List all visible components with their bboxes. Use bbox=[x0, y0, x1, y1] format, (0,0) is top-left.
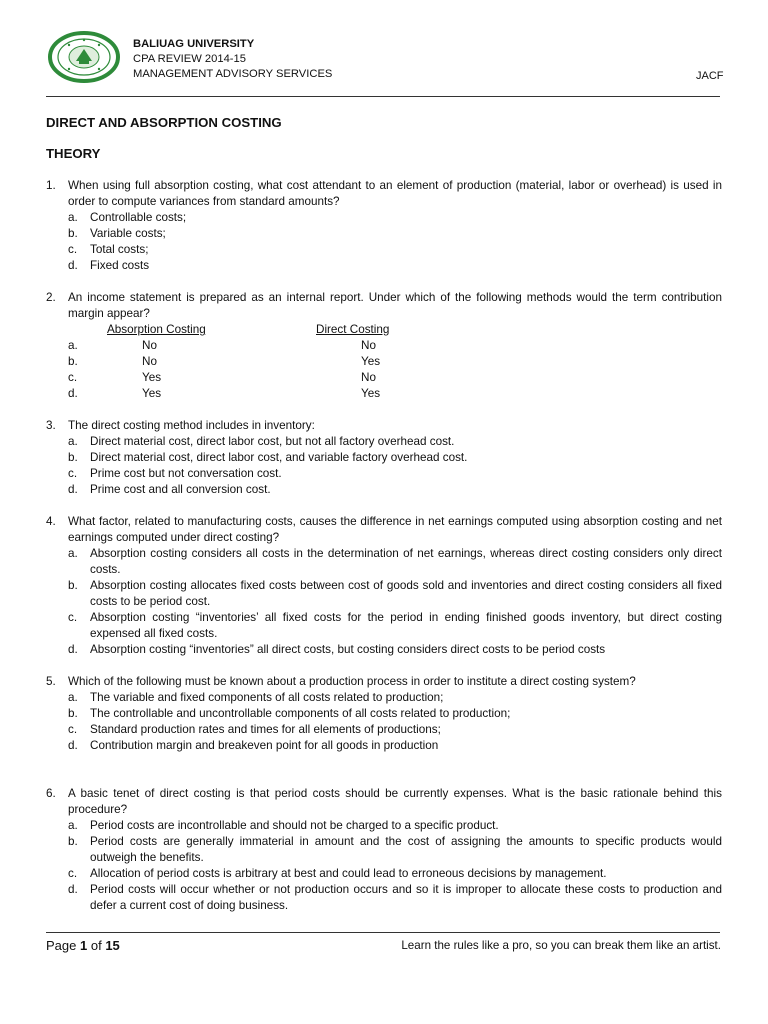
option-letter: b. bbox=[68, 227, 78, 240]
option-text: Prime cost but not conversation cost. bbox=[90, 467, 282, 480]
section-title: THEORY bbox=[46, 146, 101, 161]
option-text: Prime cost and all conversion cost. bbox=[90, 483, 271, 496]
option-a bbox=[68, 690, 722, 706]
option-letter: c. bbox=[68, 723, 78, 736]
question-6 bbox=[46, 786, 722, 914]
option-d bbox=[68, 882, 722, 914]
option-text: Absorption costing allocates fixed costs between cost of goods sold and inventories and direct costing considers all fixed costs to be period cost. bbox=[90, 579, 722, 608]
absorption-answer: No bbox=[142, 339, 157, 352]
answer-table bbox=[46, 322, 722, 402]
option-letter: a. bbox=[68, 691, 78, 704]
option-d bbox=[68, 738, 722, 754]
direct-answer: No bbox=[361, 371, 376, 384]
option-c bbox=[68, 722, 722, 738]
option-letter: d. bbox=[68, 643, 78, 656]
option-letter: a. bbox=[68, 819, 78, 832]
question-5 bbox=[46, 674, 722, 754]
option-c bbox=[68, 866, 722, 882]
option-d bbox=[68, 642, 722, 658]
option-letter: c. bbox=[68, 467, 78, 480]
page-label: Page bbox=[46, 938, 77, 953]
question-1 bbox=[46, 178, 722, 274]
option-letter: b. bbox=[68, 451, 78, 464]
page-number bbox=[46, 938, 120, 953]
option-text: The variable and fixed components of all costs related to production; bbox=[90, 691, 444, 704]
option-text: Controllable costs; bbox=[90, 211, 187, 224]
option-a bbox=[68, 818, 722, 834]
option-text: Standard production rates and times for all elements of productions; bbox=[90, 723, 441, 736]
option-letter: b. bbox=[68, 835, 78, 848]
table-row bbox=[46, 354, 722, 370]
direct-answer: No bbox=[361, 339, 376, 352]
absorption-answer: No bbox=[142, 355, 157, 368]
option-text: Absorption costing “inventories” all direct costs, but costing considers direct costs to be period costs bbox=[90, 643, 606, 656]
row-letter: c. bbox=[68, 371, 78, 384]
footer-divider bbox=[46, 932, 720, 933]
option-letter: d. bbox=[68, 483, 78, 496]
question-number: 3. bbox=[46, 419, 56, 432]
option-text: Variable costs; bbox=[90, 227, 166, 240]
current-page: 1 bbox=[80, 938, 88, 953]
option-text: Period costs are generally immaterial in amount and the cost of assigning the amounts to specific products would outweigh the benefits. bbox=[90, 835, 722, 864]
question-number: 5. bbox=[46, 675, 56, 688]
option-letter: a. bbox=[68, 211, 78, 224]
question-text: What factor, related to manufacturing costs, causes the difference in net earnings computed using absorption costing and net earnings computed under direct costing? bbox=[68, 515, 722, 544]
option-letter: c. bbox=[68, 611, 78, 624]
option-text: Direct material cost, direct labor cost, and variable factory overhead cost. bbox=[90, 451, 468, 464]
question-number: 6. bbox=[46, 787, 56, 800]
table-row bbox=[46, 386, 722, 402]
option-d bbox=[68, 482, 722, 498]
option-a bbox=[68, 434, 722, 450]
option-text: The controllable and uncontrollable components of all costs related to production; bbox=[90, 707, 511, 720]
footer-motto: Learn the rules like a pro, so you can break them like an artist. bbox=[401, 939, 721, 952]
university-name: BALIUAG UNIVERSITY bbox=[133, 38, 255, 50]
option-text: Fixed costs bbox=[90, 259, 150, 272]
direct-answer: Yes bbox=[361, 387, 381, 400]
option-text: Absorption costing considers all costs in the determination of net earnings, whereas direct costing considers only direct costs. bbox=[90, 547, 722, 576]
option-c bbox=[68, 610, 722, 642]
option-text: Absorption costing “inventories’ all fixed costs for the period in ending finished goods inventory, but direct costing expensed all fixed costs. bbox=[90, 611, 722, 640]
option-text: Direct material cost, direct labor cost, but not all factory overhead cost. bbox=[90, 435, 455, 448]
absorption-answer: Yes bbox=[142, 371, 162, 384]
option-letter: c. bbox=[68, 867, 78, 880]
question-number: 1. bbox=[46, 179, 56, 192]
option-d bbox=[68, 258, 722, 274]
question-text: Which of the following must be known about a production process in order to institute a direct costing system? bbox=[68, 675, 636, 688]
option-b bbox=[68, 834, 722, 866]
option-letter: b. bbox=[68, 707, 78, 720]
question-text: When using full absorption costing, what cost attendant to an element of production (material, labor or overhead) is used in order to compute variances from standard amounts? bbox=[68, 179, 722, 208]
option-c bbox=[68, 466, 722, 482]
option-b bbox=[68, 578, 722, 610]
row-letter: a. bbox=[68, 339, 78, 352]
option-c bbox=[68, 242, 722, 258]
option-text: Period costs are incontrollable and should not be charged to a specific product. bbox=[90, 819, 499, 832]
author-initials: JACF bbox=[696, 70, 724, 82]
question-2 bbox=[46, 290, 722, 402]
option-a bbox=[68, 210, 722, 226]
row-letter: d. bbox=[68, 387, 78, 400]
header-block bbox=[133, 37, 332, 82]
header-divider bbox=[46, 96, 720, 97]
document-title: DIRECT AND ABSORPTION COSTING bbox=[46, 115, 282, 130]
absorption-answer: Yes bbox=[142, 387, 162, 400]
option-text: Total costs; bbox=[90, 243, 149, 256]
total-pages: 15 bbox=[105, 938, 120, 953]
question-number: 4. bbox=[46, 515, 56, 528]
table-row bbox=[46, 338, 722, 354]
option-text: Contribution margin and breakeven point for all goods in production bbox=[90, 739, 439, 752]
table-row bbox=[46, 370, 722, 386]
option-letter: a. bbox=[68, 547, 78, 560]
option-text: Allocation of period costs is arbitrary at best and could lead to erroneous decisions by management. bbox=[90, 867, 607, 880]
option-b bbox=[68, 226, 722, 242]
option-b bbox=[68, 450, 722, 466]
subject-name: MANAGEMENT ADVISORY SERVICES bbox=[133, 68, 333, 80]
question-text: A basic tenet of direct costing is that period costs should be currently expenses. What is the basic rationale behind this procedure? bbox=[68, 787, 722, 816]
question-3 bbox=[46, 418, 722, 498]
option-letter: d. bbox=[68, 883, 78, 896]
question-text: An income statement is prepared as an internal report. Under which of the following methods would the term contribution margin appear? bbox=[68, 291, 722, 320]
direct-answer: Yes bbox=[361, 355, 381, 368]
column-header-absorption: Absorption Costing bbox=[107, 323, 206, 336]
of-label: of bbox=[90, 938, 102, 953]
option-text: Period costs will occur whether or not production occurs and so it is improper to allocate these costs to production and defer a current cost of doing business. bbox=[90, 883, 722, 912]
university-seal-logo bbox=[48, 31, 120, 83]
option-letter: c. bbox=[68, 243, 78, 256]
row-letter: b. bbox=[68, 355, 78, 368]
question-number: 2. bbox=[46, 291, 56, 304]
option-b bbox=[68, 706, 722, 722]
option-a bbox=[68, 546, 722, 578]
column-header-direct: Direct Costing bbox=[316, 323, 390, 336]
option-letter: d. bbox=[68, 739, 78, 752]
option-letter: d. bbox=[68, 259, 78, 272]
review-year: CPA REVIEW 2014-15 bbox=[133, 53, 246, 65]
option-letter: a. bbox=[68, 435, 78, 448]
question-text: The direct costing method includes in inventory: bbox=[68, 419, 315, 432]
option-letter: b. bbox=[68, 579, 78, 592]
question-4 bbox=[46, 514, 722, 658]
